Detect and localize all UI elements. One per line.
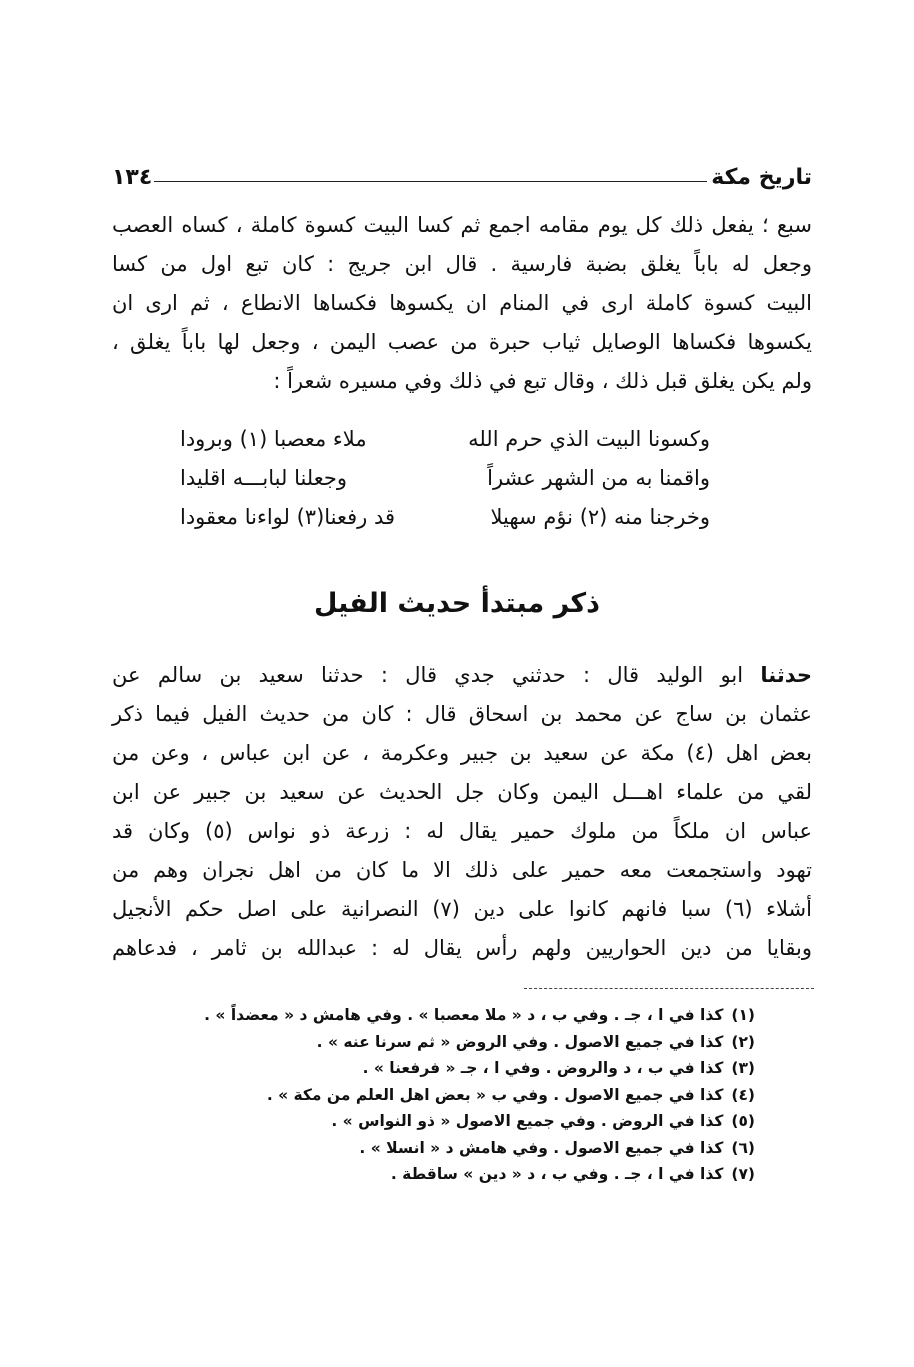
footnote — [200, 1029, 755, 1056]
paragraph-2 — [112, 656, 812, 968]
footnote-text: كذا في الروض . وفي جميع الاصول « ذو النواس » . — [331, 1112, 724, 1130]
verse-first-hemistich: واقمنا به من الشهر عشراً — [487, 466, 710, 490]
footnote-text: كذا في ا ، جـ . وفي ب ، د « دين » ساقطة . — [390, 1165, 724, 1183]
text-line: يكسوها فكساها الوصايل ثياب حبرة من عصب اليمن ، وجعل لها باباً يغلق ، — [112, 330, 812, 354]
section-heading: ذكر مبتدأ حديث الفيل — [314, 588, 600, 619]
footnote — [200, 1002, 755, 1029]
running-title: تاريخ مكة — [711, 165, 812, 190]
text-line: ولم يكن يغلق قبل ذلك ، وقال تبع في ذلك وفي مسيره شعراً : — [273, 369, 812, 393]
text-line: لقي من علماء اهـــل اليمن وكان جل الحديث عن سعيد بن جبير عن ابن — [112, 780, 812, 804]
footnote-number: (٣) — [731, 1059, 755, 1077]
verse-first-hemistich: وخرجنا منه (٢) نؤم سهيلا — [490, 505, 710, 529]
footnote — [200, 1055, 755, 1082]
text-line — [112, 656, 812, 695]
footnote-number: (٤) — [731, 1085, 755, 1104]
footnote-number: (٦) — [731, 1138, 755, 1157]
footnote-text: كذا في جميع الاصول . وفي الروض « ثم سرنا عنه » . — [316, 1032, 724, 1051]
poem — [180, 420, 710, 537]
footnote-number: (٢) — [731, 1032, 755, 1051]
text-line: وبقايا من دين الحواريين ولهم رأس يقال له : عبدالله بن ثامر ، فدعاهم — [112, 936, 812, 960]
footnote — [200, 1108, 755, 1135]
text-line-rest: ابو الوليد قال : حدثني جدي قال : حدثنا سعيد بن سالم عن — [112, 663, 744, 687]
text-line: أشلاء (٦) سبا فانهم كانوا على دين (٧) النصرانية على اصل حكم الأنجيل — [112, 897, 812, 921]
verse-second-hemistich: ملاء معصبا (١) وبرودا — [180, 427, 367, 451]
footnotes — [200, 1002, 755, 1188]
text-line: البيت كسوة كاملة ارى في المنام ان يكسوها فكساها الانطاع ، ثم ارى ان — [112, 291, 812, 315]
lead-word: حدثنا — [760, 663, 812, 687]
page-number: ١٣٤ — [112, 165, 153, 190]
footnote-separator — [524, 988, 814, 989]
page-header — [112, 150, 812, 190]
footnote-text: كذا في ا ، جـ . وفي ب ، د « ملا معصبا » . وفي هامش د « معضداً » . — [204, 1006, 724, 1024]
text-line: بعض اهل (٤) مكة عن سعيد بن جبير وعكرمة ، عن ابن عباس ، وعن من — [112, 741, 812, 765]
footnote-text: كذا في ب ، د والروض . وفي ا ، جـ « فرفعنا » . — [362, 1059, 724, 1077]
header-rule — [154, 181, 707, 182]
footnote-number: (٥) — [731, 1112, 755, 1130]
footnote — [200, 1082, 755, 1109]
footnote-text: كذا في جميع الاصول . وفي ب « بعض اهل العلم من مكة » . — [266, 1085, 724, 1104]
footnote-number: (١) — [731, 1006, 755, 1024]
footnote — [200, 1135, 755, 1162]
verse-second-hemistich: قد رفعنا(٣) لواءنا معقودا — [180, 505, 396, 529]
text-line: تهود واستجمعت معه حمير على ذلك الا ما كان من اهل نجران وهم من — [112, 858, 812, 882]
footnote-number: (٧) — [731, 1165, 755, 1183]
text-line: عباس ان ملكاً من ملوك حمير يقال له : زرعة ذو نواس (٥) وكان قد — [112, 819, 812, 843]
poem-verse — [180, 420, 710, 459]
verse-first-hemistich: وكسونا البيت الذي حرم الله — [468, 427, 710, 451]
paragraph-1 — [112, 206, 812, 401]
poem-verse — [180, 459, 710, 498]
footnote-text: كذا في جميع الاصول . وفي هامش د « انسلا » . — [359, 1138, 724, 1157]
text-line: وجعل له باباً يغلق بضبة فارسية . قال ابن جريج : كان تبع اول من كسا — [112, 252, 812, 276]
footnote — [200, 1161, 755, 1188]
verse-second-hemistich: وجعلنا لبابـــه اقليدا — [180, 466, 348, 490]
poem-verse — [180, 498, 710, 537]
text-line: سبع ؛ يفعل ذلك كل يوم مقامه اجمع ثم كسا البيت كسوة كاملة ، كساه العصب — [112, 213, 812, 237]
text-line: عثمان بن ساج عن محمد بن اسحاق قال : كان من حديث الفيل فيما ذكر — [112, 702, 812, 726]
